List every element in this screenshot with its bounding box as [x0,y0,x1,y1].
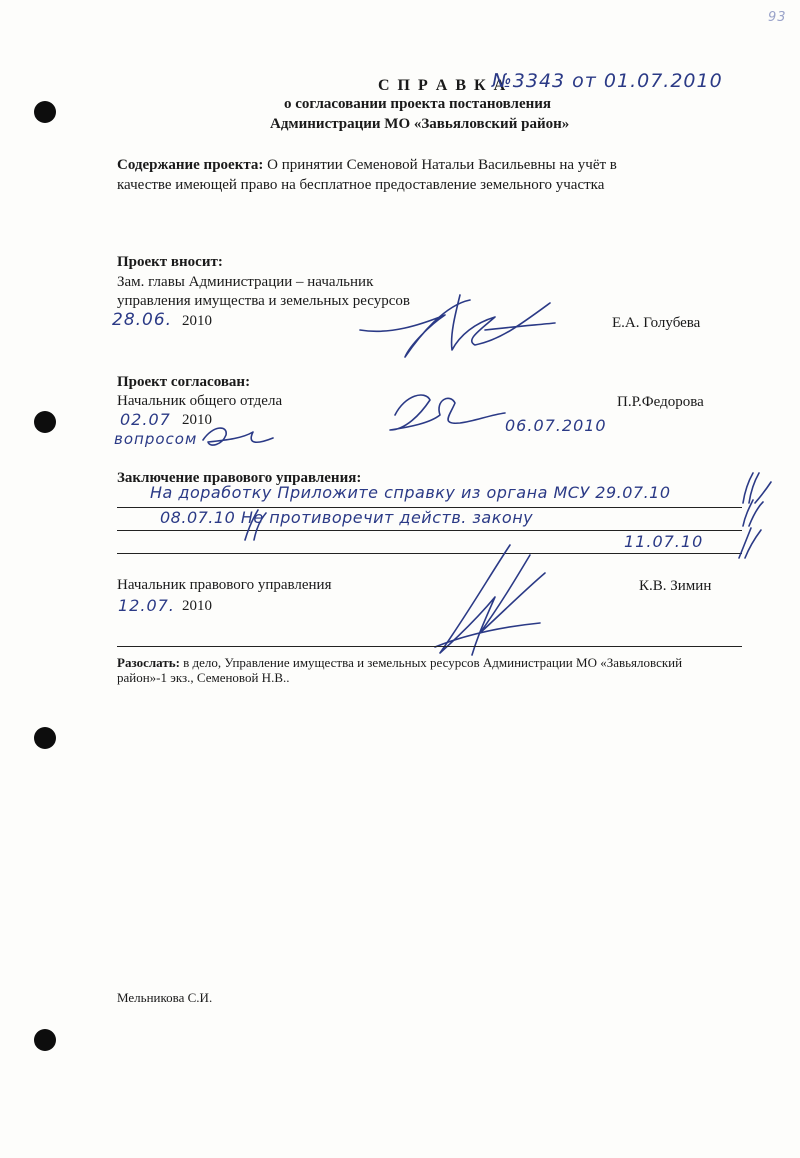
distribution-line2: район»-1 экз., Семеновой Н.В.. [117,670,290,685]
document-number-handwritten: №3343 от 01.07.2010 [492,70,723,92]
content-label: Содержание проекта: [117,157,264,173]
executor-name: Мельникова С.И. [117,990,213,1005]
legal-initials-inline [240,505,270,545]
signature-note [198,420,278,450]
corner-mark: 93 [768,10,787,25]
distribution-line1 [117,655,682,671]
distribution-label: Разослать: [117,655,180,670]
agreed-name: П.Р.Федорова [617,394,704,410]
submitter-name: Е.А. Голубева [612,315,701,331]
submitter-year: 2010 [182,313,212,329]
legal-line1-handwritten: На доработку Приложите справку из органа МСУ 29.07.10 [150,483,671,502]
legal-date-handwritten: 12.07. [118,596,175,615]
agreed-sign-date-handwritten: 06.07.2010 [505,416,607,435]
distribution-rule [117,646,742,647]
subtitle-line1: о согласовании проекта постановления [284,96,552,112]
agreed-date-handwritten: 02.07 [120,410,171,429]
submitter-position-line2: управления имущества и земельных ресурсов [117,293,410,309]
signature-fedorova [380,385,510,440]
document-title: С П Р А В К А [378,77,508,94]
legal-initials [735,468,775,563]
legal-name: К.В. Зимин [639,578,712,594]
punch-hole [34,101,56,123]
punch-hole [34,727,56,749]
legal-year: 2010 [182,598,212,614]
legal-heading: Заключение правового управления: [117,470,362,486]
signature-golubeva [350,285,570,365]
legal-position: Начальник правового управления [117,577,332,593]
agreed-heading: Проект согласован: [117,374,251,390]
content-line2: качестве имеющей право на бесплатное предоставление земельного участка [117,177,605,193]
agreed-note-handwritten: вопросом [114,430,198,448]
punch-hole [34,1029,56,1051]
content-text: О принятии Семеновой Натальи Васильевны на учёт в [267,157,617,173]
agreed-year: 2010 [182,412,212,428]
content-line1 [117,157,617,174]
distribution-text: в дело, Управление имущества и земельных ресурсов Администрации МО «Завьяловский [183,655,683,670]
legal-line3-handwritten: 11.07.10 [624,532,704,551]
submitter-position-line1: Зам. главы Администрации – начальник [117,274,374,290]
subtitle-line2: Администрации МО «Завьяловский район» [270,116,570,132]
punch-hole [34,411,56,433]
submitter-heading: Проект вносит: [117,254,223,270]
agreed-position: Начальник общего отдела [117,393,283,409]
legal-line2-handwritten: 08.07.10 Не противоречит действ. закону [160,508,534,527]
submitter-date-handwritten: 28.06. [112,310,173,330]
legal-rule [117,530,742,531]
